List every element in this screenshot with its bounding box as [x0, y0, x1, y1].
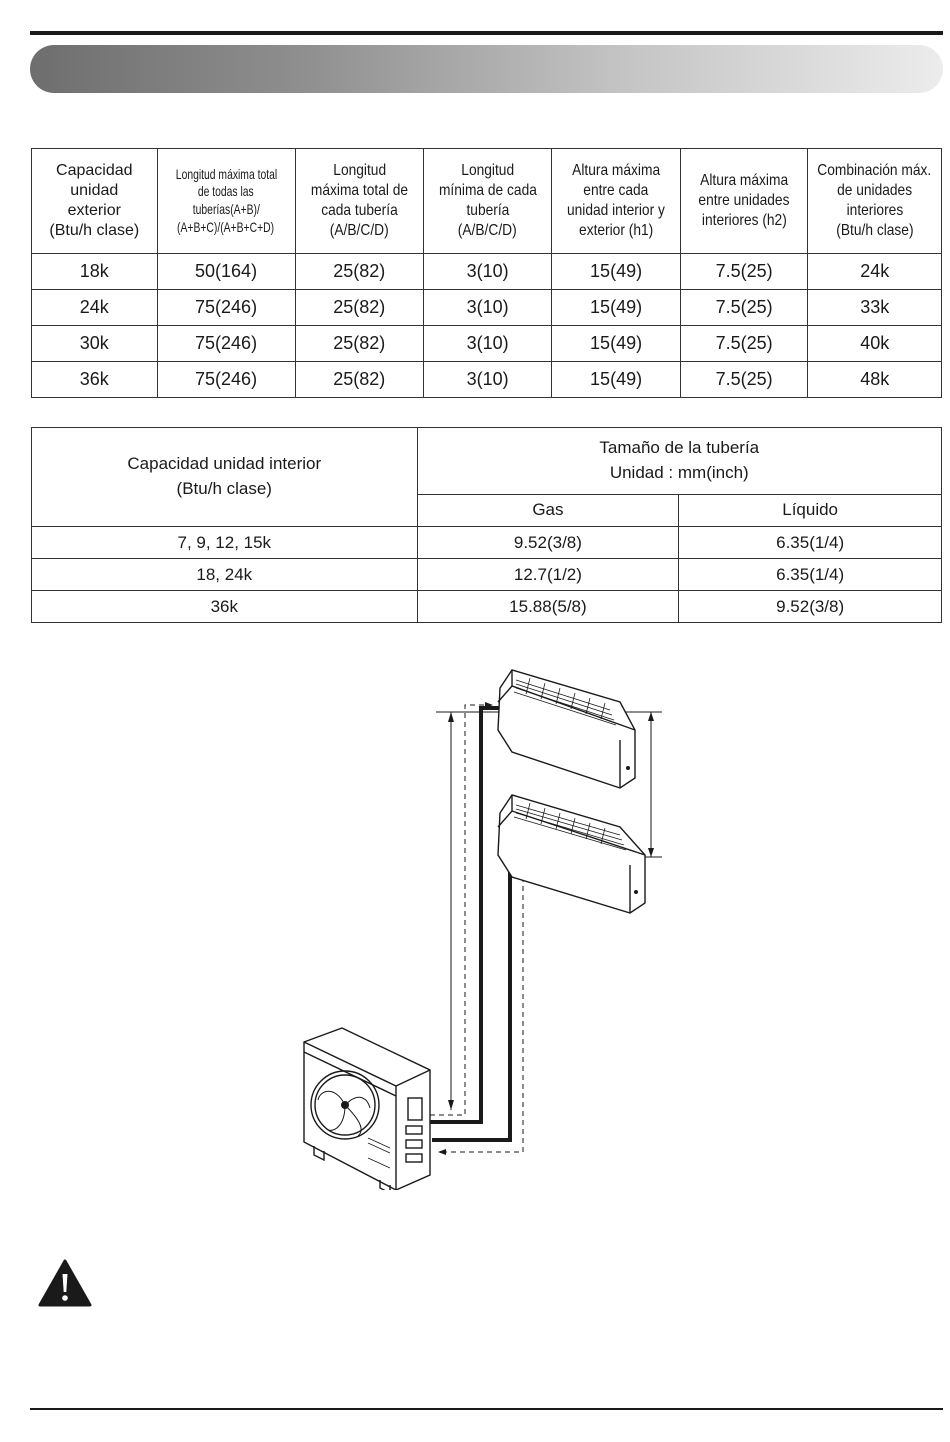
top-rule	[30, 31, 943, 35]
table-cell: 25(82)	[295, 290, 423, 326]
table-row	[32, 591, 942, 623]
table-cell: 15.88(5/8)	[417, 591, 679, 623]
table-row	[32, 527, 942, 559]
table-cell: 75(246)	[157, 290, 295, 326]
table-cell: 7, 9, 12, 15k	[32, 527, 418, 559]
table-cell: 6.35(1/4)	[679, 559, 942, 591]
header-gas: Gas	[417, 495, 679, 527]
header-line: Capacidad	[56, 161, 133, 179]
table-cell: 3(10)	[423, 362, 551, 398]
table-cell: 30k	[32, 326, 158, 362]
table-cell: 3(10)	[423, 290, 551, 326]
arrow-left-icon	[438, 1149, 446, 1155]
arrow-up-icon	[448, 712, 454, 722]
header-line: (Btu/h clase)	[49, 222, 140, 240]
header-max-height-h1	[552, 149, 680, 254]
table-row	[32, 326, 942, 362]
table-cell: 7.5(25)	[680, 326, 808, 362]
table-cell: 75(246)	[157, 362, 295, 398]
table-row	[32, 559, 942, 591]
header-line: tubería	[466, 202, 510, 219]
table-cell: 40k	[808, 326, 942, 362]
table-row	[32, 254, 942, 290]
header-line: mínima de cada	[438, 181, 537, 199]
table-cell: 15(49)	[552, 326, 680, 362]
table-cell: 33k	[808, 290, 942, 326]
header-line: (A+B+C)/(A+B+C+D)	[177, 218, 275, 235]
table-cell: 15(49)	[552, 362, 680, 398]
table-cell: 3(10)	[423, 254, 551, 290]
table-cell: 24k	[32, 290, 158, 326]
pipe-length-dashed-lower	[442, 873, 542, 1152]
table-cell: 7.5(25)	[680, 362, 808, 398]
table-cell: 25(82)	[295, 254, 423, 290]
header-max-length-each	[295, 149, 423, 254]
header-line: Capacidad unidad interior	[127, 454, 322, 474]
header-line: unidad interior y	[567, 202, 666, 219]
header-line: Combinación máx.	[817, 161, 932, 179]
header-min-length-each	[423, 149, 551, 254]
pipe-header-row	[32, 428, 942, 495]
header-line: máxima total de	[310, 181, 408, 199]
table-cell: 3(10)	[423, 326, 551, 362]
table-cell: 48k	[808, 362, 942, 398]
table-cell: 75(246)	[157, 326, 295, 362]
arrow-down-icon	[648, 848, 654, 857]
outdoor-unit	[304, 1028, 430, 1190]
pipe-size-table	[31, 427, 942, 623]
table-cell: 25(82)	[295, 362, 423, 398]
header-line: entre unidades	[698, 191, 790, 209]
header-line: Tamaño de la tubería	[599, 438, 760, 458]
header-line: Longitud máxima total	[175, 165, 277, 182]
table-cell: 9.52(3/8)	[417, 527, 679, 559]
header-liquid: Líquido	[679, 495, 942, 527]
header-max-combination	[808, 149, 942, 254]
installation-diagram	[290, 660, 670, 1190]
header-line: (Btu/h clase)	[836, 222, 914, 240]
header-line: exterior	[67, 202, 121, 219]
table-row	[32, 362, 942, 398]
header-line: interiores	[846, 202, 904, 219]
piping-spec-table	[31, 148, 942, 398]
table-cell: 18k	[32, 254, 158, 290]
header-line: tuberías(A+B)/	[192, 201, 260, 217]
header-line: unidad	[70, 181, 119, 199]
header-line: exterior (h1)	[578, 222, 654, 240]
warning-triangle-icon	[38, 1258, 92, 1308]
spec-header-row	[32, 149, 942, 254]
indoor-unit-lower	[498, 795, 645, 913]
table-cell: 18, 24k	[32, 559, 418, 591]
header-line: de todas las	[198, 183, 254, 200]
header-line: (A/B/C/D)	[329, 222, 389, 240]
header-line: interiores (h2)	[701, 212, 787, 230]
header-line: Altura máxima	[700, 171, 789, 189]
indoor-unit-upper	[498, 670, 635, 788]
header-line: entre cada	[583, 181, 649, 199]
section-banner	[30, 45, 943, 93]
table-cell: 25(82)	[295, 326, 423, 362]
header-line: Altura máxima	[572, 161, 661, 179]
table-cell: 15(49)	[552, 254, 680, 290]
header-max-height-h2	[680, 149, 808, 254]
table-cell: 50(164)	[157, 254, 295, 290]
header-line: de unidades	[837, 181, 913, 199]
table-cell: 24k	[808, 254, 942, 290]
table-cell: 36k	[32, 591, 418, 623]
table-cell: 12.7(1/2)	[417, 559, 679, 591]
header-line: Longitud	[461, 161, 515, 179]
header-outdoor-capacity	[32, 149, 158, 254]
arrow-down-icon	[448, 1100, 454, 1110]
arrow-up-icon	[648, 712, 654, 721]
header-line: cada tubería	[320, 202, 398, 219]
table-cell: 6.35(1/4)	[679, 527, 942, 559]
header-max-total-length	[157, 149, 295, 254]
header-pipe-size	[417, 428, 941, 495]
header-line: Unidad : mm(inch)	[609, 463, 749, 482]
bottom-rule	[30, 1408, 943, 1410]
header-indoor-capacity	[32, 428, 418, 527]
table-cell: 7.5(25)	[680, 254, 808, 290]
header-line: Longitud	[332, 161, 386, 179]
table-row	[32, 290, 942, 326]
header-line: (Btu/h clase)	[176, 479, 272, 498]
header-line: (A/B/C/D)	[458, 222, 518, 240]
table-cell: 36k	[32, 362, 158, 398]
table-cell: 7.5(25)	[680, 290, 808, 326]
table-cell: 15(49)	[552, 290, 680, 326]
table-cell: 9.52(3/8)	[679, 591, 942, 623]
